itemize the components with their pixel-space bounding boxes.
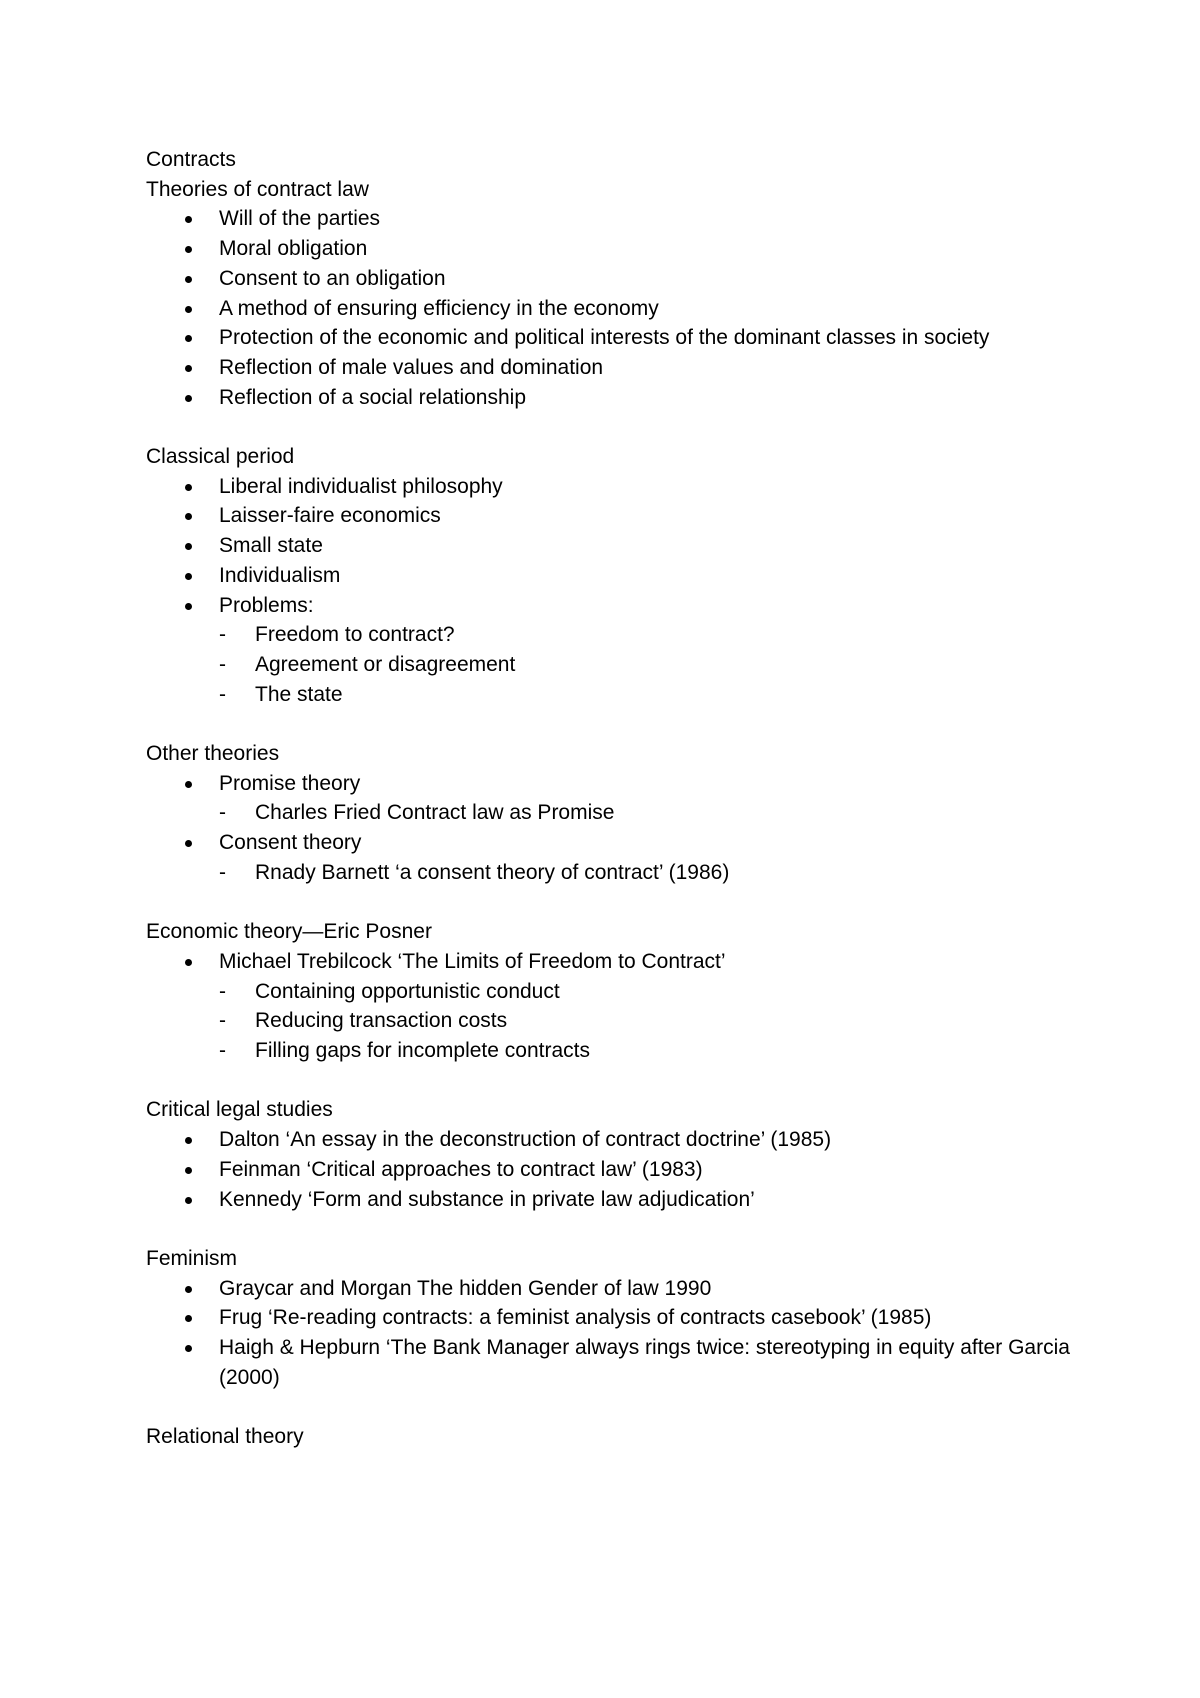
section-heading: Theories of contract law — [146, 177, 369, 201]
list-item: Liberal individualist philosophy — [146, 472, 1106, 502]
bullet-icon — [185, 1197, 192, 1204]
sub-list-item: - Freedom to contract? — [146, 620, 1106, 650]
list-item: Frug ‘Re-reading contracts: a feminist analysis of contracts casebook’ (1985) — [146, 1303, 1106, 1333]
list-item: A method of ensuring efficiency in the economy — [146, 294, 1106, 324]
bullet-icon — [185, 306, 192, 313]
list-item: Michael Trebilcock ‘The Limits of Freedom to Contract’ — [146, 947, 1106, 977]
section-critical-legal-studies — [146, 1095, 1106, 1214]
section-heading: Relational theory — [146, 1425, 304, 1449]
section-heading: Feminism — [146, 1246, 238, 1270]
blank-line — [146, 888, 1106, 918]
blank-line — [146, 1392, 1106, 1422]
list-item: Moral obligation — [146, 234, 1106, 264]
bullet-icon — [185, 513, 192, 520]
list-item: Promise theory — [146, 769, 1106, 799]
sub-list-item: - Reducing transaction costs — [146, 1006, 1106, 1036]
bullet-icon — [185, 1315, 192, 1322]
list-item: Consent theory — [146, 828, 1106, 858]
section-heading: Classical period — [146, 445, 295, 469]
dash-icon: - — [219, 652, 226, 676]
list-item: Graycar and Morgan The hidden Gender of law 1990 — [146, 1274, 1106, 1304]
list-item: Will of the parties — [146, 204, 1106, 234]
list-item: Haigh & Hepburn ‘The Bank Manager always rings twice: stereotyping in equity after Garcia (2000) — [146, 1333, 1099, 1392]
section-heading: Economic theory—Eric Posner — [146, 920, 432, 944]
sub-list-item: - Filling gaps for incomplete contracts — [146, 1036, 1106, 1066]
bullet-icon — [185, 335, 192, 342]
list-item: Individualism — [146, 561, 1106, 591]
dash-icon: - — [219, 979, 226, 1003]
bullet-icon — [185, 1345, 192, 1352]
sub-list-item: - Rnady Barnett ‘a consent theory of contract’ (1986) — [146, 858, 1106, 888]
bullet-icon — [185, 603, 192, 610]
dash-icon: - — [219, 1009, 226, 1033]
sub-list-item: - Containing opportunistic conduct — [146, 977, 1106, 1007]
blank-line — [146, 1214, 1106, 1244]
section-heading: Critical legal studies — [146, 1098, 333, 1122]
section-classical-period — [146, 442, 1106, 709]
section-other-theories — [146, 739, 1106, 888]
bullet-icon — [185, 1137, 192, 1144]
section-heading: Other theories — [146, 742, 280, 766]
list-item: Kennedy ‘Form and substance in private law adjudication’ — [146, 1185, 1106, 1215]
section-theories-of-contract-law — [146, 175, 1106, 413]
sub-list-item: - The state — [146, 680, 1106, 710]
bullet-icon — [185, 365, 192, 372]
bullet-icon — [185, 246, 192, 253]
list-item: Dalton ‘An essay in the deconstruction of contract doctrine’ (1985) — [146, 1125, 1106, 1155]
bullet-icon — [185, 840, 192, 847]
list-item: Laisser-faire economics — [146, 501, 1106, 531]
list-item: Problems: — [146, 591, 1106, 621]
blank-line — [146, 709, 1106, 739]
bullet-icon — [185, 781, 192, 788]
bullet-icon — [185, 1286, 192, 1293]
section-relational-theory — [146, 1422, 1106, 1452]
bullet-icon — [185, 1167, 192, 1174]
bullet-icon — [185, 395, 192, 402]
list-item: Small state — [146, 531, 1106, 561]
list-item: Reflection of a social relationship — [146, 383, 1106, 413]
dash-icon: - — [219, 1039, 226, 1063]
list-item: Protection of the economic and political interests of the dominant classes in society — [146, 323, 1106, 353]
sub-list-item: - Agreement or disagreement — [146, 650, 1106, 680]
list-item: Reflection of male values and domination — [146, 353, 1106, 383]
document-page — [146, 145, 1106, 1452]
bullet-icon — [185, 484, 192, 491]
bullet-icon — [185, 959, 192, 966]
dash-icon: - — [219, 623, 226, 647]
list-item: Feinman ‘Critical approaches to contract law’ (1983) — [146, 1155, 1106, 1185]
dash-icon: - — [219, 682, 226, 706]
dash-icon: - — [219, 860, 226, 884]
section-feminism — [146, 1244, 1106, 1393]
sub-list-item: - Charles Fried Contract law as Promise — [146, 798, 1106, 828]
document-title: Contracts — [146, 148, 236, 171]
list-item: Consent to an obligation — [146, 264, 1106, 294]
bullet-icon — [185, 573, 192, 580]
bullet-icon — [185, 216, 192, 223]
dash-icon: - — [219, 801, 226, 825]
blank-line — [146, 1066, 1106, 1096]
section-economic-theory — [146, 917, 1106, 1066]
blank-line — [146, 412, 1106, 442]
bullet-icon — [185, 276, 192, 283]
bullet-icon — [185, 543, 192, 550]
